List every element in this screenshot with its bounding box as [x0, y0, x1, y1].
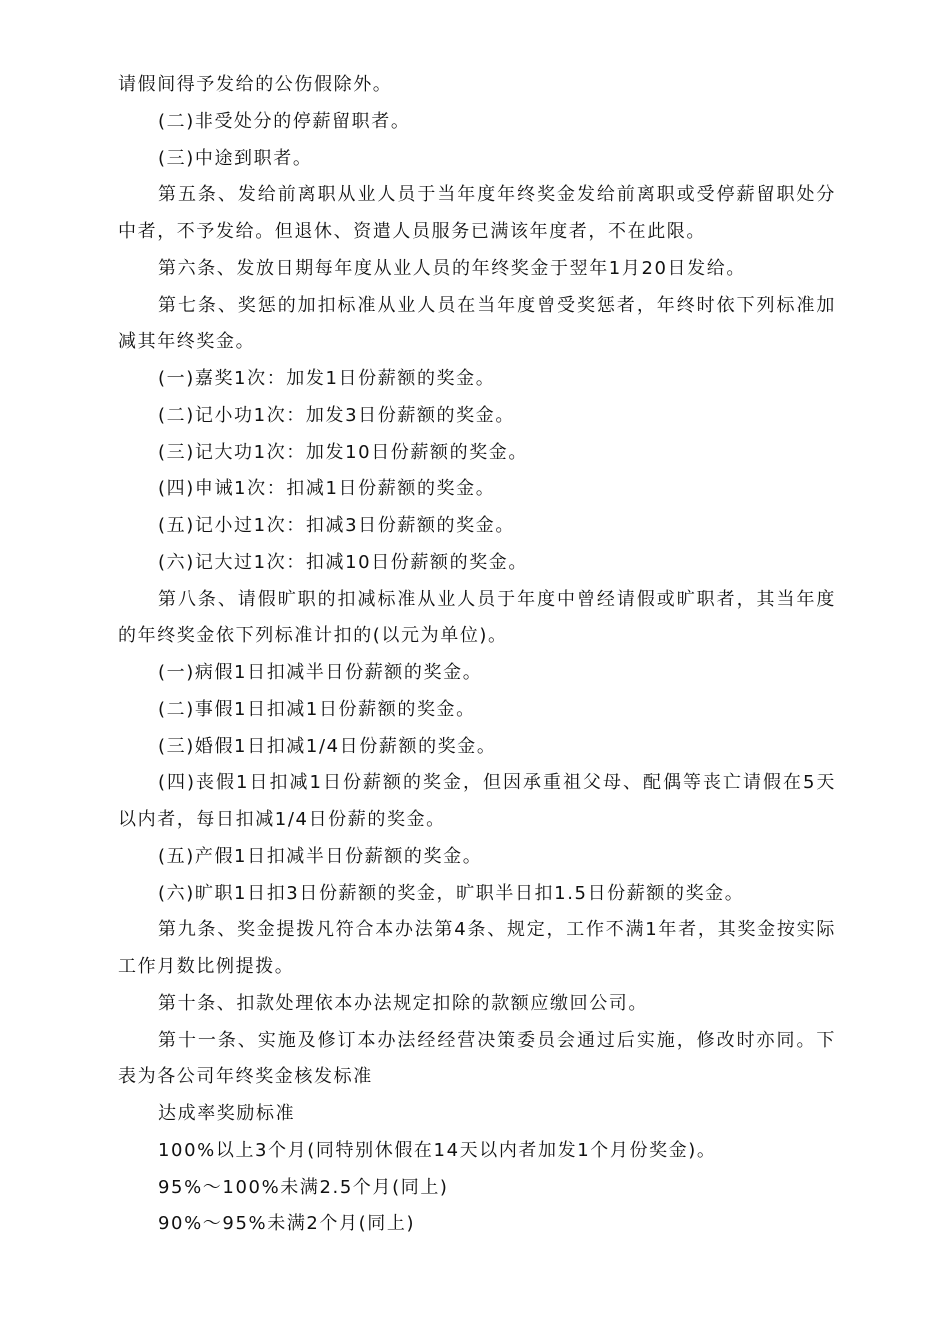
- paragraph: (二)非受处分的停薪留职者。: [158, 110, 411, 132]
- paragraph: (三)婚假1日扣减1/4日份薪额的奖金。: [158, 735, 497, 757]
- paragraph: 第十条、扣款处理依本办法规定扣除的款额应缴回公司。: [158, 992, 648, 1014]
- paragraph: 90%～95%未满2个月(同上): [158, 1213, 416, 1235]
- paragraph: 第六条、发放日期每年度从业人员的年终奖金于翌年1月20日发给。: [158, 257, 746, 279]
- paragraph: (五)产假1日扣减半日份薪额的奖金。: [158, 845, 483, 867]
- paragraph: (三)记大功1次：加发10日份薪额的奖金。: [158, 441, 528, 463]
- paragraph: (四)申诫1次：扣减1日份薪额的奖金。: [158, 478, 496, 500]
- paragraph: 第八条、请假旷职的扣减标准从业人员于年度中曾经请假或旷职者，其当年度的年终奖金依下列标准计扣的(以元为单位)。: [118, 588, 836, 647]
- paragraph: (六)旷职1日扣3日份薪额的奖金，旷职半日扣1.5日份薪额的奖金。: [158, 882, 745, 904]
- paragraph: 请假间得予发给的公伤假除外。: [118, 74, 393, 95]
- paragraph: (六)记大过1次：扣减10日份薪额的奖金。: [158, 551, 528, 573]
- paragraph: (二)记小功1次：加发3日份薪额的奖金。: [158, 404, 515, 426]
- paragraph: 95%～100%未满2.5个月(同上): [158, 1176, 449, 1198]
- paragraph: 第九条、奖金提拨凡符合本办法第4条、规定，工作不满1年者，其奖金按实际工作月数比例提拨。: [118, 919, 836, 977]
- paragraph: (一)嘉奖1次：加发1日份薪额的奖金。: [158, 368, 496, 389]
- paragraph: 第十一条、实施及修订本办法经经营决策委员会通过后实施，修改时亦同。下表为各公司年终奖金核发标准: [118, 1029, 836, 1088]
- paragraph: 第七条、奖惩的加扣标准从业人员在当年度曾受奖惩者，年终时依下列标准加减其年终奖金。: [118, 294, 836, 353]
- paragraph: (三)中途到职者。: [158, 147, 313, 169]
- paragraph: 达成率奖励标准: [158, 1103, 296, 1124]
- paragraph: (五)记小过1次：扣减3日份薪额的奖金。: [158, 515, 515, 536]
- paragraph: (四)丧假1日扣减1日份薪额的奖金，但因承重祖父母、配偶等丧亡请假在5天以内者，每日扣减1/4日份薪的奖金。: [118, 772, 836, 830]
- paragraph: 第五条、发给前离职从业人员于当年度年终奖金发给前离职或受停薪留职处分中者，不予发给。但退休、资遣人员服务已满该年度者，不在此限。: [118, 184, 836, 242]
- paragraph: 100%以上3个月(同特别休假在14天以内者加发1个月份奖金)。: [158, 1139, 717, 1161]
- paragraph: (二)事假1日扣减1日份薪额的奖金。: [158, 698, 476, 720]
- document-body: [118, 67, 836, 1243]
- paragraph: (一)病假1日扣减半日份薪额的奖金。: [158, 662, 483, 683]
